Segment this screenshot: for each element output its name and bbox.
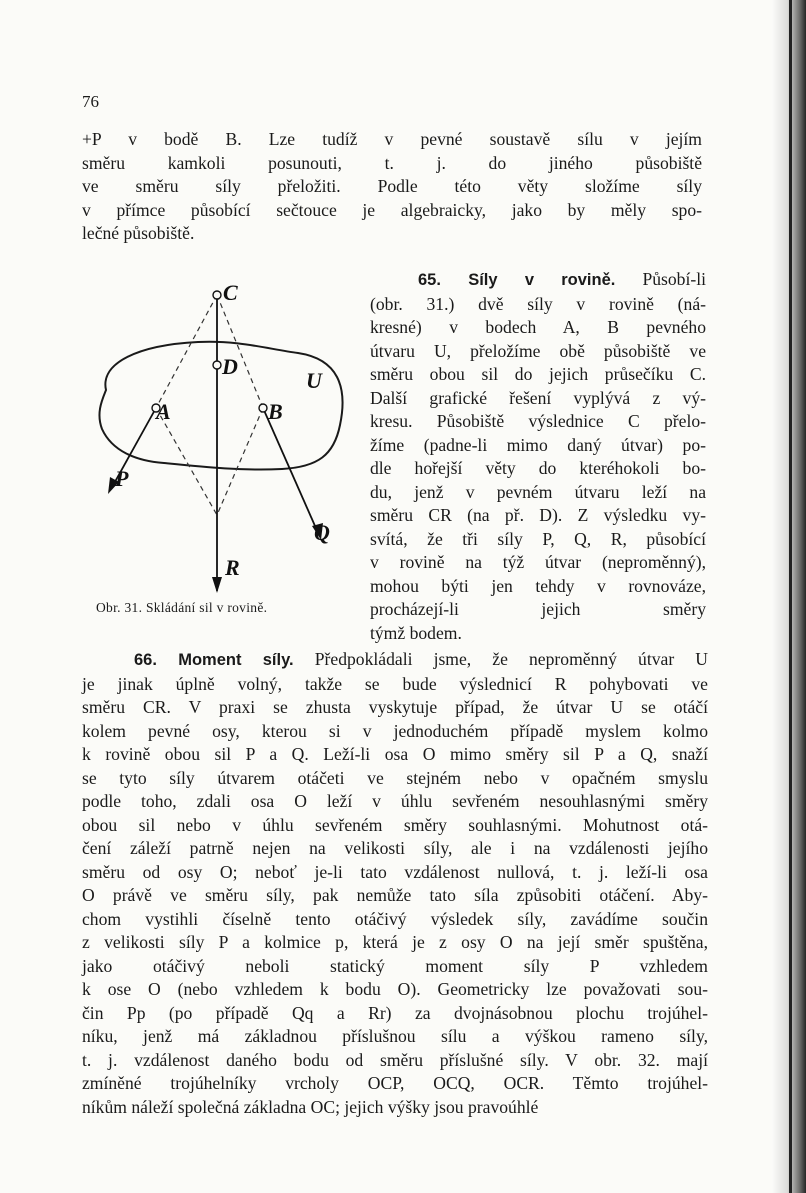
- line-text: čení záleží patrně nejen na velikosti síly, ale i na vzdálenosti jejího: [82, 838, 708, 858]
- line-text: útvaru U, přeložíme obě působiště ve: [370, 340, 706, 361]
- text-line: [82, 696, 708, 720]
- text-line: [370, 575, 706, 599]
- line-text: žíme (padne-li mimo daný útvar) po-: [370, 434, 706, 455]
- text-line: [370, 387, 706, 411]
- text-line: [82, 1025, 708, 1049]
- text-line: [370, 268, 706, 293]
- label-q: Q: [314, 520, 330, 545]
- line-text: směru od osy O; neboť je-li tato vzdálenost nullová, t. j. leží-li osa: [82, 861, 708, 882]
- line-text: O právě ve směru síly, pak nemůže tato síla způsobiti otáčení. Aby-: [82, 885, 708, 905]
- text-line: [82, 908, 708, 932]
- text-line: [370, 293, 706, 317]
- text-line: [370, 622, 706, 646]
- text-line: [370, 434, 706, 458]
- text-line: [82, 884, 708, 908]
- line-text: se tyto síly útvarem otáčeti ve stejném nebo v opačném smyslu: [82, 767, 708, 788]
- line-text: směru CR. V praxi se zhusta vyskytuje případ, že útvar U se otáčí: [82, 697, 708, 717]
- point-c: [213, 291, 221, 299]
- text-line: [370, 363, 706, 387]
- line-text: (obr. 31.) dvě síly v rovině (ná-: [370, 293, 706, 314]
- line-text: níkům náleží společná základna OC; jejich výšky jsou pravoúhlé: [82, 1096, 539, 1117]
- line-text: du, jenž v pevném útvaru leží na: [370, 481, 706, 502]
- page-number: 76: [82, 92, 99, 111]
- line-text: čin Pp (po případě Qq a Rr) za dvojnásobnou plochu trojúhel-: [82, 1002, 708, 1023]
- line-text: obou sil nebo v úhlu sevřeném směry souhlasnými. Mohutnost otá-: [82, 814, 708, 835]
- line-text: směru obou sil do jejich průsečíku C.: [370, 364, 706, 384]
- text-line: [82, 1049, 708, 1073]
- line-text: mohou býti jen tehdy v rovnováze,: [370, 575, 706, 596]
- section-heading: 66. Moment síly.: [134, 651, 294, 669]
- text-line: [82, 790, 708, 814]
- label-p: P: [115, 466, 129, 491]
- text-line: [82, 861, 708, 885]
- text-line: [82, 931, 708, 955]
- text-line: [82, 222, 702, 246]
- line-text: týmž bodem.: [370, 622, 462, 643]
- text-line: [82, 743, 708, 767]
- text-line: [82, 767, 708, 791]
- text-line: [82, 199, 702, 223]
- text-line: [370, 504, 706, 528]
- label-a: A: [156, 399, 171, 424]
- line-text: chom vystihli číselně tento otáčivý výsledek síly, zavádíme součin: [82, 908, 708, 929]
- construction-lines: [156, 295, 263, 515]
- text-line: [370, 598, 706, 622]
- line-text: dle hořejší věty do kteréhokoli bo-: [370, 458, 706, 478]
- text-line: [370, 410, 706, 434]
- text-line: [82, 175, 702, 199]
- line-text: svítá, že tři síly P, Q, R, působící: [370, 528, 706, 549]
- line-text: v přímce působící sečtouce je algebraicky, jako by měly spo-: [82, 199, 702, 220]
- point-d: [213, 361, 221, 369]
- section-66: [82, 648, 708, 1119]
- text-line: [82, 955, 708, 979]
- text-line: [370, 481, 706, 505]
- page-edge-line: [789, 0, 792, 1193]
- text-line: [82, 648, 708, 673]
- line-text: podle toho, zdali osa O leží v úhlu sevřeném nesouhlasnými směry: [82, 791, 708, 811]
- force-q-line: [263, 408, 319, 535]
- label-d: D: [222, 354, 238, 379]
- text-line: [82, 720, 708, 744]
- line-text: směru kamkoli posunouti, t. j. do jiného působiště: [82, 152, 702, 173]
- line-text: kresu. Působiště výslednice C přelo-: [370, 411, 706, 431]
- line-text: lečné působiště.: [82, 223, 195, 243]
- text-line: [82, 814, 708, 838]
- line-text: Další grafické řešení vyplývá z vý-: [370, 387, 706, 408]
- label-r: R: [225, 555, 240, 580]
- line-text: +P v bodě B. Lze tudíž v pevné soustavě sílu v jejím: [82, 129, 702, 149]
- line-text: kolem pevné osy, kterou si v jednoduchém případě myslem kolmo: [82, 720, 708, 741]
- line-text: ve směru síly přeložiti. Podle této věty složíme síly: [82, 176, 702, 196]
- line-text: k rovině obou sil P a Q. Leží-li osa O mimo směry sil P a Q, snaží: [82, 744, 708, 764]
- line-text: t. j. vzdálenost daného bodu od směru příslušné síly. V obr. 32. mají: [82, 1049, 708, 1070]
- line-text: směru CR (na př. D). Z výsledku vy-: [370, 505, 706, 525]
- line-text: v rovině na týž útvar (neproměnný),: [370, 552, 706, 572]
- line-text: k ose O (nebo vzhledem k bodu O). Geometricky lze považovati sou-: [82, 979, 708, 999]
- section-65: [370, 268, 706, 645]
- force-diagram: [86, 275, 366, 595]
- line-text: jako otáčivý neboli statický moment síly P vzhledem: [82, 955, 708, 976]
- text-line: [370, 551, 706, 575]
- text-line: [370, 340, 706, 364]
- text-line: [82, 128, 702, 152]
- text-line: [82, 1002, 708, 1026]
- body-outline: [99, 342, 342, 470]
- line-text: procházejí-li jejich směry: [370, 599, 706, 619]
- figure-caption: Obr. 31. Skládání sil v rovině.: [96, 600, 268, 615]
- text-line: [370, 528, 706, 552]
- label-c: C: [223, 280, 238, 305]
- line-text: kresné) v bodech A, B pevného: [370, 317, 706, 337]
- text-line: [82, 152, 702, 176]
- line-text: Předpokládali jsme, že neproměnný útvar U: [314, 649, 709, 669]
- text-line: [82, 837, 708, 861]
- top-paragraph: [82, 128, 702, 246]
- text-line: [82, 673, 708, 697]
- text-line: [82, 978, 708, 1002]
- line-text: z velikosti síly P a kolmice p, která je z osy O na její směr spuštěna,: [82, 932, 708, 952]
- text-line: [82, 1096, 708, 1120]
- text-line: [370, 457, 706, 481]
- figure-31: [86, 275, 366, 595]
- label-b: B: [268, 399, 283, 424]
- line-text: zmíněné trojúhelníky vrcholy OCP, OCQ, OCR. Těmto trojúhel-: [82, 1073, 708, 1093]
- section-heading: 65. Síly v rovině.: [418, 271, 616, 289]
- arrow-r: [212, 577, 222, 593]
- point-b: [259, 404, 267, 412]
- label-u: U: [306, 368, 322, 393]
- text-line: [82, 1072, 708, 1096]
- line-text: je jinak úplně volný, takže se bude výslednicí R pohybovati ve: [82, 673, 708, 694]
- line-text: níku, jenž má základnou příslušnou sílu a výškou rameno síly,: [82, 1026, 708, 1046]
- line-text: Působí-li: [642, 269, 706, 289]
- text-line: [370, 316, 706, 340]
